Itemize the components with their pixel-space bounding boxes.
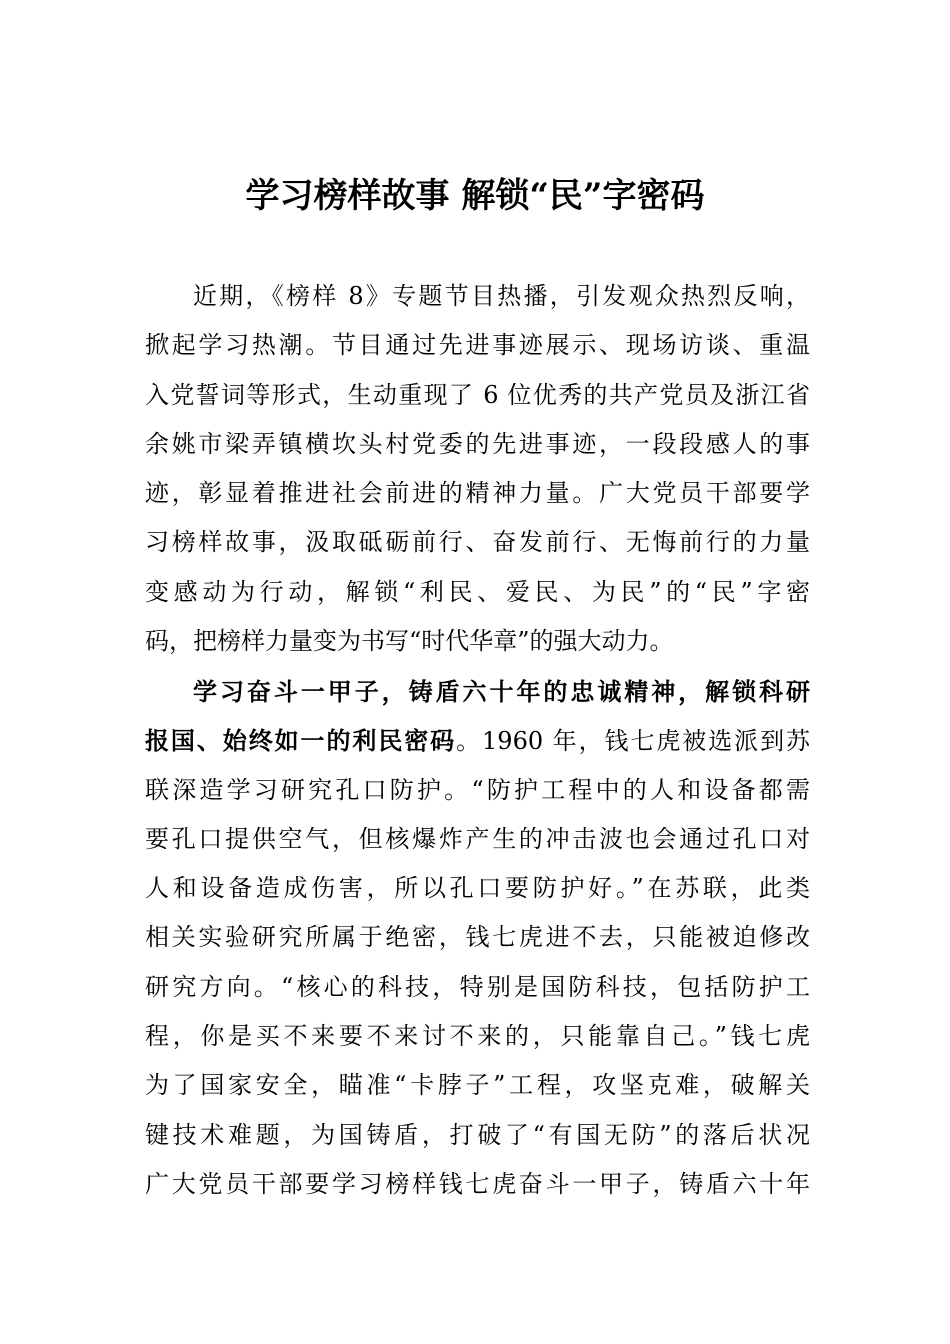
section-heading: 学习奋斗一甲子，铸盾六十年的忠诚精神，解锁科研 [193, 677, 810, 706]
paragraph-line: 键技术难题，为国铸盾，打破了“有国无防”的落后状况 [145, 1120, 810, 1149]
paragraph-text: 。1960 年，钱七虎被选派到苏 [456, 727, 810, 756]
paragraph-line: 余姚市梁弄镇横坎头村党委的先进事迹，一段段感人的事 [145, 429, 810, 458]
paragraph-line: 人和设备造成伤害，所以孔口要防护好。”在苏联，此类 [145, 874, 810, 903]
paragraph-line: 程，你是买不来要不来讨不来的，只能靠自己。”钱七虎 [145, 1022, 810, 1051]
paragraph-line: 码，把榜样力量变为书写“时代华章”的强大动力。 [145, 627, 674, 656]
paragraph-line: 入党誓词等形式，生动重现了 6 位优秀的共产党员及浙江省 [145, 380, 810, 409]
paragraph-line: 习榜样故事，汲取砥砺前行、奋发前行、无悔前行的力量 [145, 528, 810, 557]
paragraph-line [145, 716, 810, 765]
paragraph-intro [145, 272, 810, 666]
paragraph-line: 研究方向。“核心的科技，特别是国防科技，包括防护工 [145, 972, 810, 1001]
paragraph-line: 要孔口提供空气，但核爆炸产生的冲击波也会通过孔口对 [145, 824, 810, 853]
paragraph-line: 为了国家安全，瞄准“卡脖子”工程，攻坚克难，破解关 [145, 1071, 810, 1100]
paragraph-section-1 [145, 667, 810, 1209]
paragraph-line: 掀起学习热潮。节目通过先进事迹展示、现场访谈、重温 [145, 331, 810, 360]
paragraph-line: 相关实验研究所属于绝密，钱七虎进不去，只能被迫修改 [145, 923, 810, 952]
paragraph-line: 联深造学习研究孔口防护。“防护工程中的人和设备都需 [145, 775, 810, 804]
paragraph-line: 广大党员干部要学习榜样钱七虎奋斗一甲子，铸盾六十年 [145, 1169, 810, 1198]
paragraph-line: 迹，彰显着推进社会前进的精神力量。广大党员干部要学 [145, 479, 810, 508]
paragraph-line: 近期，《榜样 8》专题节目热播，引发观众热烈反响， [193, 282, 810, 310]
document-title: 学习榜样故事 解锁“民”字密码 [245, 176, 705, 216]
paragraph-line: 变感动为行动，解锁“利民、爱民、为民”的“民”字密 [145, 577, 810, 606]
section-heading-continued: 报国、始终如一的利民密码 [145, 726, 457, 756]
